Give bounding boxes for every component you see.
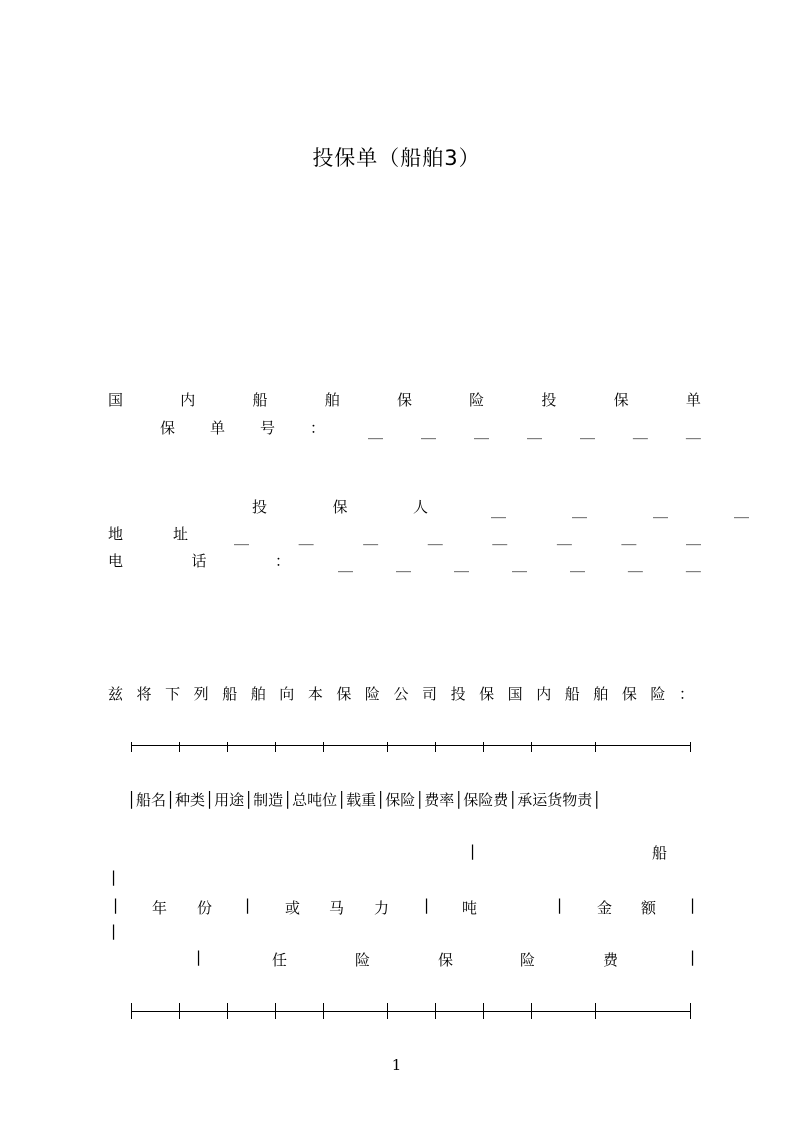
declaration-char: 保 <box>336 685 352 703</box>
cell-divider: | <box>690 896 696 914</box>
table-header-row: │船名│种类│用途│制造│总吨位│载重│保险│费率│保险费│承运货物责│ <box>127 791 602 809</box>
form-header-char: 舶 <box>324 391 340 409</box>
blank-underscore: ＿ <box>420 423 436 441</box>
declaration-char: 向 <box>279 685 295 703</box>
form-header-char: 内 <box>180 391 196 409</box>
form-header-char: 保 <box>613 391 629 409</box>
insured-char: 投 <box>252 498 268 516</box>
form-header-char: 单 <box>685 391 701 409</box>
blank-underscore: ＿ <box>395 556 411 574</box>
cell-divider: | <box>557 896 563 914</box>
declaration-char: 险 <box>650 685 666 703</box>
address-char: 地 <box>108 525 124 543</box>
policy-no-char: 号 <box>259 419 275 437</box>
policy-no-field[interactable] <box>368 421 701 442</box>
insured-label <box>252 496 428 517</box>
declaration-char: 将 <box>136 685 152 703</box>
blank-underscore: ＿ <box>685 423 701 441</box>
policy-no-label <box>160 417 325 438</box>
insured-field[interactable] <box>491 500 749 521</box>
table-cell-text: 险 <box>520 951 536 969</box>
blank-underscore: ＿ <box>363 529 379 547</box>
blank-underscore: ＿ <box>492 529 508 547</box>
cell-divider: | <box>111 922 117 940</box>
cell-divider: | <box>690 948 696 966</box>
phone-field[interactable] <box>338 554 701 575</box>
policy-no-char: ： <box>309 419 325 437</box>
declaration-char: 下 <box>165 685 181 703</box>
table-cell-text: 力 <box>374 899 390 917</box>
table-cell-text: 或 <box>285 899 301 917</box>
declaration-char: 船 <box>222 685 238 703</box>
declaration-char: 本 <box>307 685 323 703</box>
table-cell-text: 额 <box>641 899 657 917</box>
blank-underscore: ＿ <box>569 556 585 574</box>
address-char: 址 <box>172 525 188 543</box>
declaration-char: 舶 <box>250 685 266 703</box>
blank-underscore: ＿ <box>453 556 469 574</box>
table-cell-text: 险 <box>355 951 371 969</box>
phone-label <box>108 550 290 571</box>
blank-underscore: ＿ <box>632 423 648 441</box>
phone-char: 话 <box>191 552 207 570</box>
table-cell-text: 份 <box>197 899 213 917</box>
policy-no-char: 单 <box>209 419 225 437</box>
blank-underscore: ＿ <box>685 556 701 574</box>
phone-char: 电 <box>108 552 124 570</box>
blank-underscore: ＿ <box>511 556 527 574</box>
form-header-char: 保 <box>396 391 412 409</box>
table-cell-text: 年 <box>152 899 168 917</box>
declaration-char: 船 <box>564 685 580 703</box>
blank-underscore: ＿ <box>338 556 354 574</box>
table-cell-text: 吨 <box>462 899 478 917</box>
cell-divider: | <box>470 842 476 860</box>
declaration-char: 保 <box>479 685 495 703</box>
blank-underscore: ＿ <box>652 502 668 520</box>
table-cell-text: 保 <box>438 951 454 969</box>
blank-underscore: ＿ <box>427 529 443 547</box>
insured-char: 保 <box>332 498 348 516</box>
form-header-char: 险 <box>469 391 485 409</box>
declaration-char: 舶 <box>593 685 609 703</box>
declaration-char: 保 <box>621 685 637 703</box>
declaration-char: 兹 <box>108 685 124 703</box>
address-field[interactable] <box>234 527 701 548</box>
blank-underscore: ＿ <box>579 423 595 441</box>
page-number: 1 <box>391 1056 402 1074</box>
declaration-char: 列 <box>193 685 209 703</box>
address-label <box>108 523 188 544</box>
blank-underscore: ＿ <box>621 529 637 547</box>
declaration-char: 公 <box>393 685 409 703</box>
policy-no-char: 保 <box>160 419 176 437</box>
declaration <box>108 683 694 704</box>
declaration-char: 内 <box>536 685 552 703</box>
form-header-char: 国 <box>108 391 124 409</box>
blank-underscore: ＿ <box>368 423 384 441</box>
declaration-char: ： <box>678 685 694 703</box>
phone-char: ： <box>274 552 290 570</box>
blank-underscore: ＿ <box>298 529 314 547</box>
blank-underscore: ＿ <box>556 529 572 547</box>
blank-underscore: ＿ <box>685 529 701 547</box>
blank-underscore: ＿ <box>627 556 643 574</box>
blank-underscore: ＿ <box>526 423 542 441</box>
table-cell-text: 费 <box>603 951 619 969</box>
table-cell-text: 金 <box>597 899 613 917</box>
blank-underscore: ＿ <box>571 502 587 520</box>
cell-divider: | <box>196 948 202 966</box>
declaration-char: 投 <box>450 685 466 703</box>
blank-underscore: ＿ <box>491 502 507 520</box>
document-title: 投保单（船舶3） <box>312 146 481 170</box>
blank-underscore: ＿ <box>733 502 749 520</box>
insured-char: 人 <box>412 498 428 516</box>
form-header <box>108 389 701 410</box>
ship-label: 船 <box>652 844 668 862</box>
form-header-char: 船 <box>252 391 268 409</box>
form-header-char: 投 <box>541 391 557 409</box>
declaration-char: 国 <box>507 685 523 703</box>
cell-divider: | <box>111 868 117 886</box>
table-cell-text: 马 <box>329 899 345 917</box>
declaration-char: 司 <box>422 685 438 703</box>
cell-divider: | <box>424 896 430 914</box>
declaration-char: 险 <box>364 685 380 703</box>
blank-underscore: ＿ <box>473 423 489 441</box>
cell-divider: | <box>245 896 251 914</box>
table-cell-text: 任 <box>272 951 288 969</box>
cell-divider: | <box>113 896 119 914</box>
blank-underscore: ＿ <box>234 529 250 547</box>
